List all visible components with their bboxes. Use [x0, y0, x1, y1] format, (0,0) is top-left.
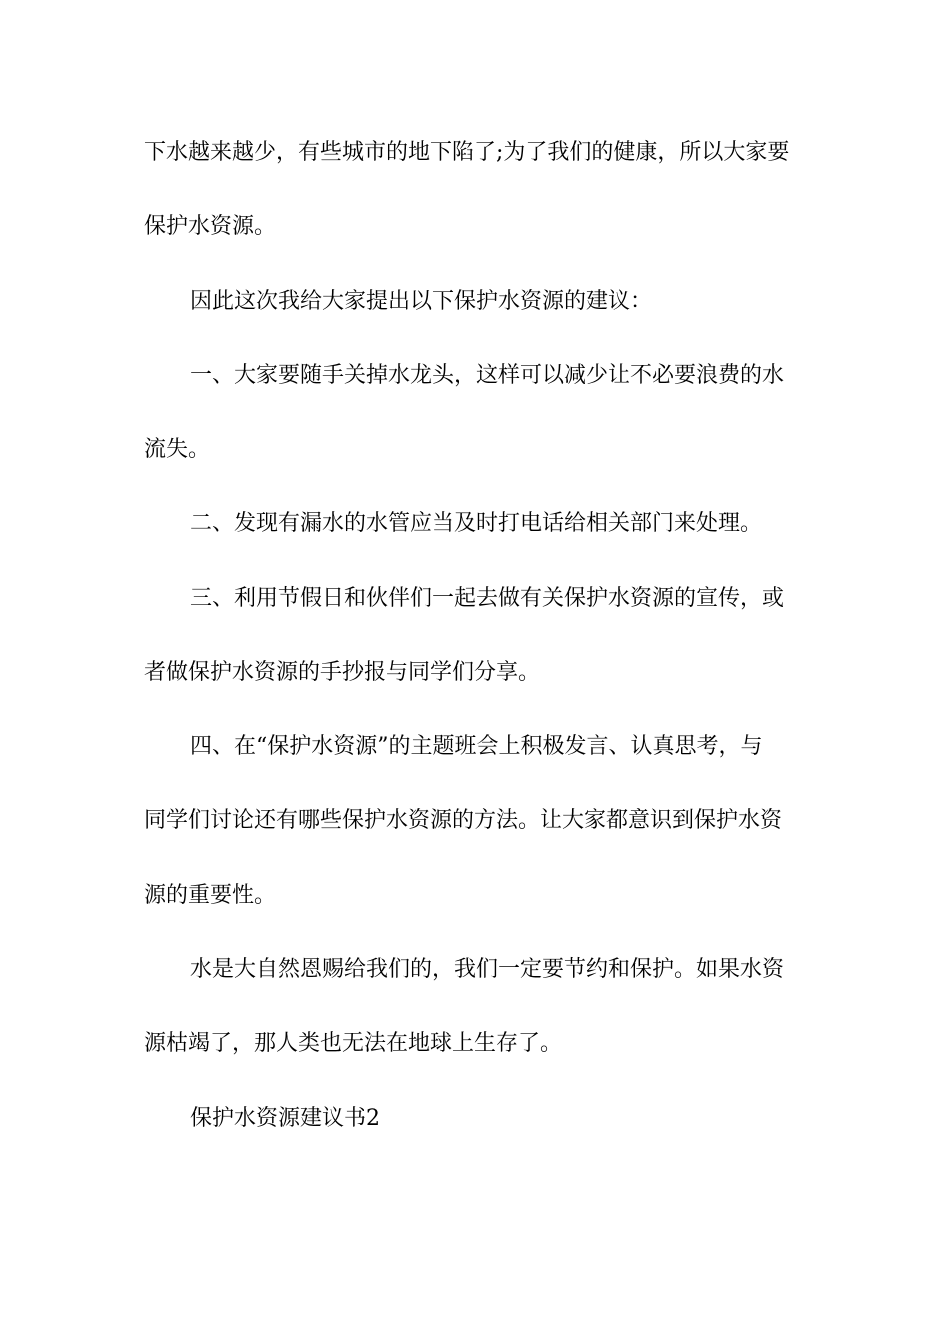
paragraph-line: 因此这次我给大家提出以下保护水资源的建议： [190, 289, 653, 314]
paragraph-line: 二、发现有漏水的水管应当及时打电话给相关部门来处理。 [190, 511, 763, 536]
paragraph-line: 流失。 [144, 437, 211, 462]
paragraph-line: 三、利用节假日和伙伴们一起去做有关保护水资源的宣传，或 [190, 586, 785, 611]
section-heading: 保护水资源建议书2 [190, 1106, 380, 1131]
paragraph-line: 下水越来越少，有些城市的地下陷了;为了我们的健康，所以大家要 [144, 140, 790, 165]
paragraph-line: 四、在“保护水资源”的主题班会上积极发言、认真思考，与 [190, 734, 763, 759]
paragraph-line: 同学们讨论还有哪些保护水资源的方法。让大家都意识到保护水资 [144, 808, 783, 833]
paragraph-line: 源的重要性。 [144, 883, 277, 908]
paragraph-line: 源枯竭了，那人类也无法在地球上生存了。 [144, 1031, 563, 1056]
paragraph-line: 水是大自然恩赐给我们的，我们一定要节约和保护。如果水资 [190, 957, 785, 982]
paragraph-line: 者做保护水资源的手抄报与同学们分享。 [144, 660, 541, 685]
paragraph-line: 保护水资源。 [144, 214, 277, 239]
paragraph-line: 一、大家要随手关掉水龙头，这样可以减少让不必要浪费的水 [190, 363, 785, 388]
